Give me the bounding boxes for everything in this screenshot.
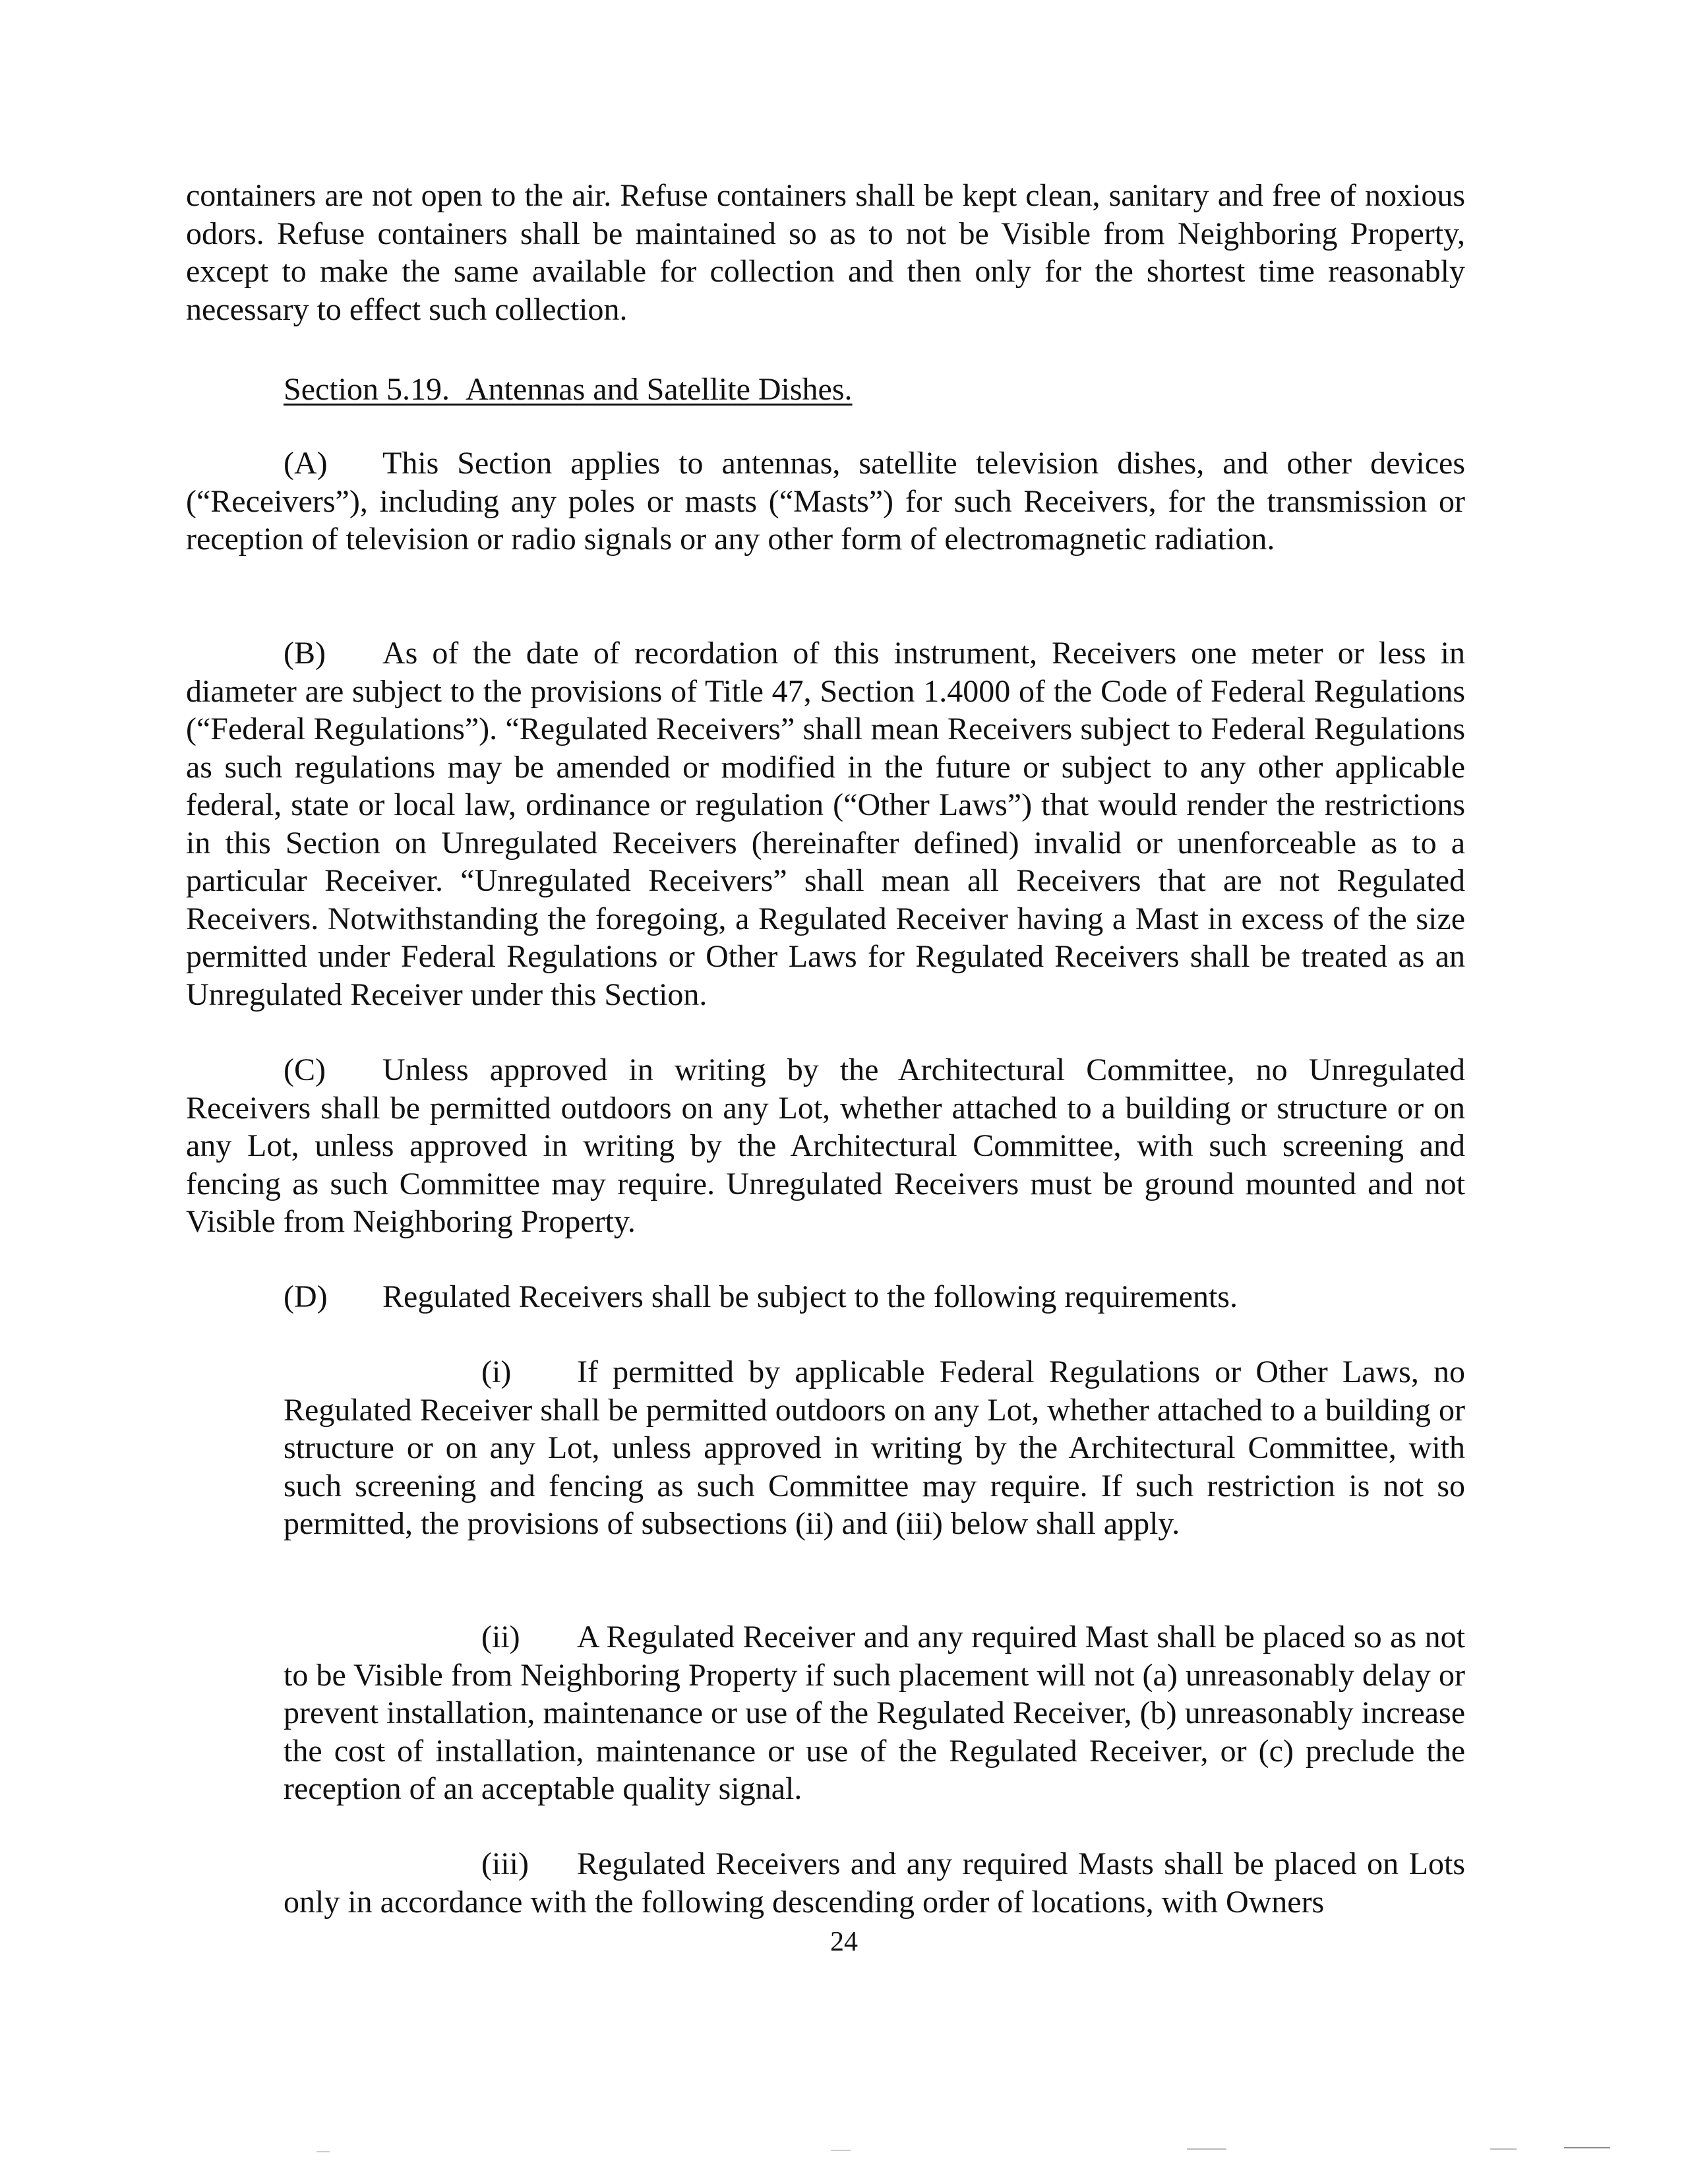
paragraph-b xyxy=(186,634,1465,1014)
continuation-paragraph xyxy=(186,177,1465,328)
paragraph-a-label: (A) xyxy=(284,446,328,481)
paragraph-b-label: (B) xyxy=(284,636,326,671)
paragraph-a-text: This Section applies to antennas, satellite television dishes, and other devices (“Receivers”), including any poles or masts (“Masts”) for such Receivers, for the transmission or reception of television or radio signals or any other form of electromagnetic radiation. xyxy=(186,446,1465,557)
section-number: Section 5.19. xyxy=(284,372,450,407)
paragraph-c xyxy=(186,1051,1465,1241)
section-title: Antennas and Satellite Dishes. xyxy=(465,372,853,407)
page-number: 24 xyxy=(830,1927,858,1957)
subsection-ii-text: A Regulated Receiver and any required Mast shall be placed so as not to be Visible from Neighboring Property if such placement will not (a) unreasonably delay or prevent installation, maintenance or use of the Regulated Receiver, (b) unreasonably increase the cost of installation, maintenance or use of the Regulated Receiver, or (c) preclude the reception of an acceptable quality signal. xyxy=(284,1620,1465,1806)
subsection-i-label: (i) xyxy=(481,1354,512,1389)
paragraph-b-text: As of the date of recordation of this instrument, Receivers one meter or less in diameter are subject to the provisions of Title 47, Section 1.4000 of the Code of Federal Regulations (“Federal Regulations”). “Regulated Receivers” shall mean Receivers subject to Federal Regulations as such regulations may be amended or modified in the future or subject to any other applicable federal, state or local law, ordinance or regulation (“Other Laws”) that would render the restrictions in this Section on Unregulated Receivers (hereinafter defined) invalid or unenforceable as to a particular Receiver. “Unregulated Receivers” shall mean all Receivers that are not Regulated Receivers. Notwithstanding the foregoing, a Regulated Receiver having a Mast in excess of the size permitted under Federal Regulations or Other Laws for Regulated Receivers shall be treated as an Unregulated Receiver under this Section. xyxy=(186,636,1465,1012)
paragraph-c-text: Unless approved in writing by the Architectural Committee, no Unregulated Receivers shall be permitted outdoors on any Lot, whether attached to a building or structure or on any Lot, unless approved in writing by the Architectural Committee, with such screening and fencing as such Committee may require. Unregulated Receivers must be ground mounted and not Visible from Neighboring Property. xyxy=(186,1052,1465,1239)
scan-speck xyxy=(1564,2147,1610,2148)
subsection-i-text: If permitted by applicable Federal Regulations or Other Laws, no Regulated Receiver shall be permitted outdoors on any Lot, whether attached to a building or structure or on any Lot, unless approved in writing by the Architectural Committee, with such screening and fencing as such Committee may require. If such restriction is not so permitted, the provisions of subsections (ii) and (iii) below shall apply. xyxy=(284,1354,1465,1541)
scan-speck xyxy=(316,2151,330,2152)
section-heading xyxy=(284,371,853,409)
scan-speck xyxy=(831,2150,851,2151)
paragraph-d-label: (D) xyxy=(284,1279,328,1314)
paragraph-d-text: Regulated Receivers shall be subject to the following requirements. xyxy=(382,1279,1238,1314)
paragraph-c-label: (C) xyxy=(284,1052,326,1087)
scan-speck xyxy=(1490,2148,1517,2150)
subsection-ii-label: (ii) xyxy=(481,1620,520,1654)
subsection-iii xyxy=(284,1845,1465,1921)
subsection-iii-text: Regulated Receivers and any required Masts shall be placed on Lots only in accordance with the following descending order of locations, with Owners xyxy=(284,1846,1465,1920)
subsection-iii-label: (iii) xyxy=(481,1846,529,1881)
subsection-ii xyxy=(284,1618,1465,1808)
subsection-i xyxy=(284,1353,1465,1543)
paragraph-d xyxy=(186,1278,1465,1316)
paragraph-a xyxy=(186,444,1465,559)
scan-speck xyxy=(1187,2148,1226,2150)
continuation-text: containers are not open to the air. Refuse containers shall be kept clean, sanitary and free of noxious odors. Refuse containers shall be maintained so as to not be Visible from Neighboring Property, except to make the same available for collection and then only for the shortest time reasonably necessary to effect such collection. xyxy=(186,178,1465,327)
